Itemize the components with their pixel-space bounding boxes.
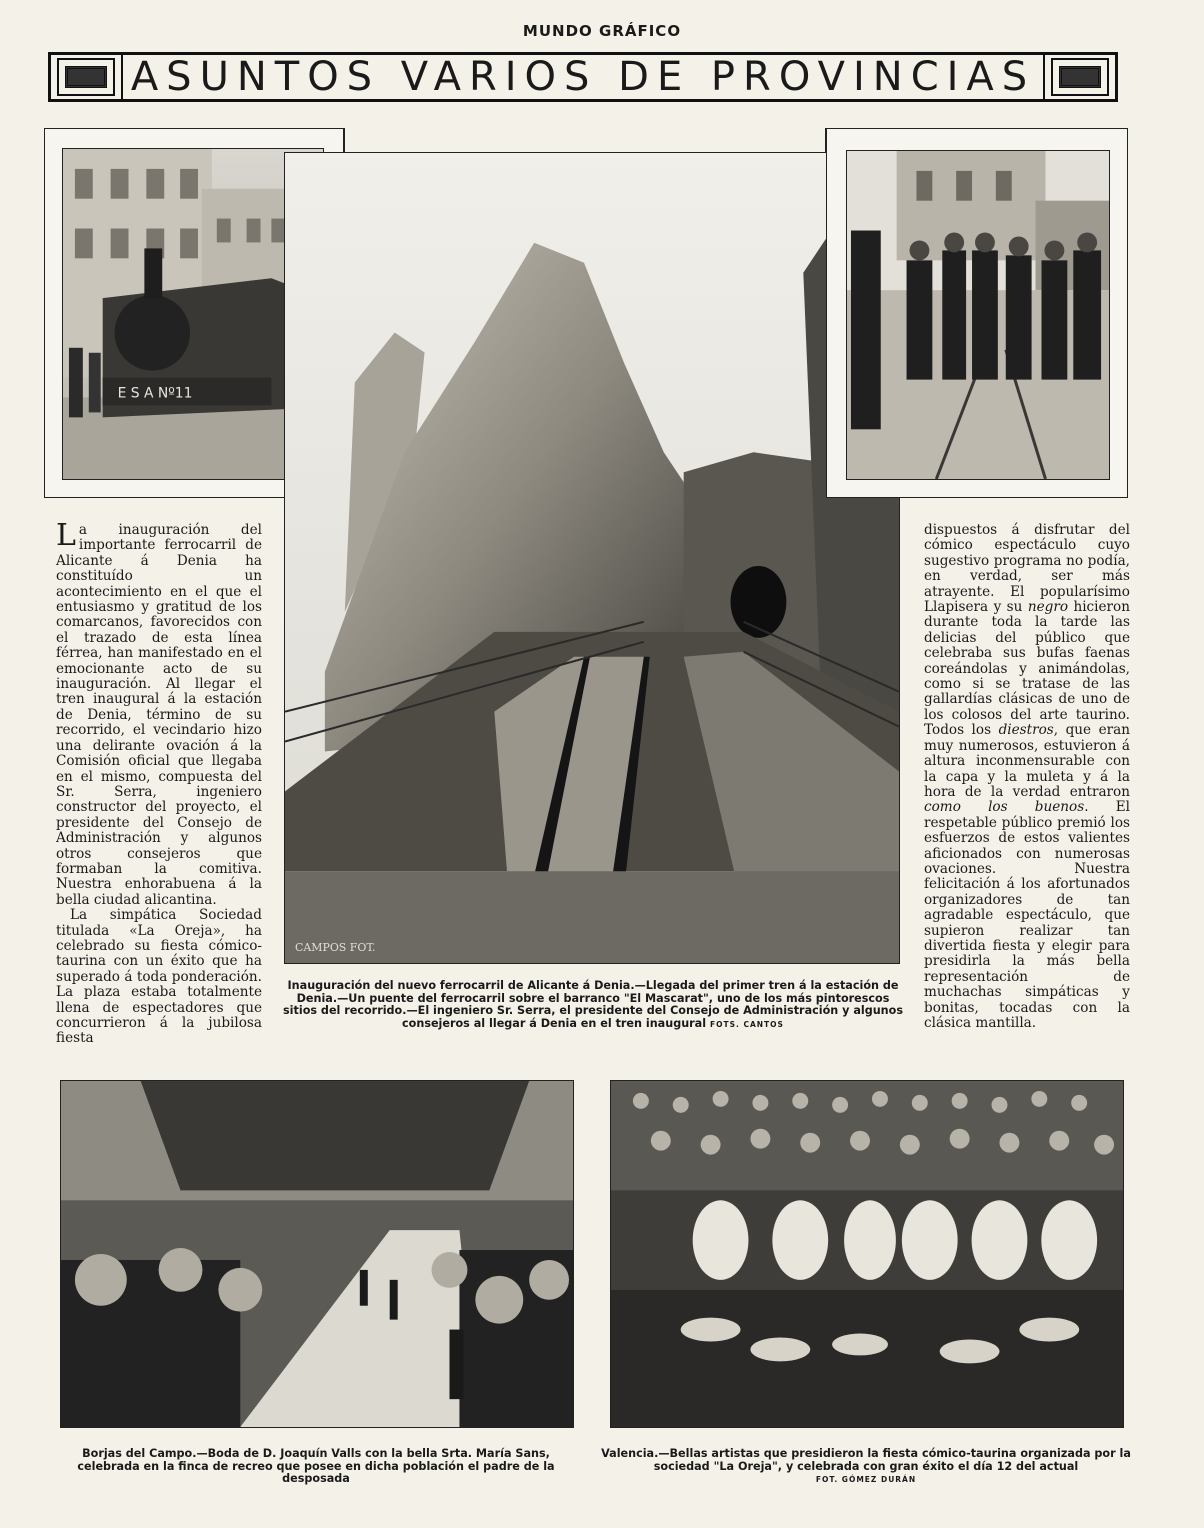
top-center-bracket <box>344 128 826 154</box>
photo-credit-cantos: FOTS. CANTOS <box>709 1019 784 1029</box>
section-title: ASUNTOS VARIOS DE PROVINCIAS <box>121 55 1045 99</box>
caption-railway: Inauguración del nuevo ferrocarril de Alicante á Denia.—Llegada del primer tren á la estación de Denia.—Un puente del ferrocarril sobre el barranco "El Mascarat", uno de los más pintorescos sitios del recorrido.—El ingeniero Sr. Serra, el presidente del Consejo de Administración y algunos consejeros al llegar á Denia en el tren inaugural FOTS. CANTOS <box>283 979 903 1030</box>
dropcap: L <box>56 518 76 553</box>
article-paragraph-2: La simpática Sociedad titulada «La Oreja», ha celebrado su fiesta cómico-taurina con un éxito que ha superado á toda ponderación. La plaza estaba totalmente llena de espectadores que concurrieron á la jubilosa fiesta <box>56 907 262 1047</box>
photo-bullring-crowd <box>610 1080 1124 1428</box>
photo-wedding-banquet <box>60 1080 574 1428</box>
article-paragraph-1: La inauguración del importante ferrocarril de Alicante á Denia ha constituído un acontecimiento en el que el entusiasmo y gratitud de los comarcanos, favorecidos con el trazado de esta línea férrea, han manifestado en el emocionante acto de su inauguración. Al llegar el tren inaugural á la estación de Denia, término de su recorrido, el vecindario hizo una delirante ovación á la Comisión oficial que llegaba en el mismo, compuesta del Sr. Serra, ingeniero constructor del proyecto, el presidente del Consejo de Administración y algunos otros consejeros que formaban la comitiva. Nuestra enhorabuena á la bella ciudad alicantina. <box>56 518 262 908</box>
masthead: MUNDO GRÁFICO <box>522 22 682 40</box>
photographer-signature: CAMPOS FOT. <box>294 941 376 955</box>
ornament-left-icon <box>57 58 115 96</box>
article-column-right <box>924 523 1130 1043</box>
locomotive-number-plate: E S A Nº11 <box>117 385 193 402</box>
caption-valencia: Valencia.—Bellas artistas que presidieron la fiesta cómico-taurina organizada por la sociedad "La Oreja", y celebrada con gran éxito el día 12 del actual FOT. GÓMEZ DURÁN <box>601 1447 1131 1485</box>
article-column-left <box>56 518 262 1059</box>
ornament-right-icon <box>1051 58 1109 96</box>
section-banner <box>48 52 1118 102</box>
photo-bridge-el-mascarat <box>284 152 900 964</box>
photo-officials-denia <box>846 150 1110 480</box>
photo-credit-gomez-duran: FOT. GÓMEZ DURÁN <box>815 1475 917 1485</box>
article-paragraph-3: dispuestos á disfrutar del cómico espectáculo cuyo sugestivo programa no podía, en verdad, ser más atrayente. El popularísimo Llapisera y su negro hicieron durante toda la tarde las delicias del público que celebraba sus bufas faenas coreándolas y animándolas, como si se tratase de las gallardías clásicas de uno de los colosos del arte taurino. Todos los diestros, que eran muy numerosos, estuvieron á altura inconmensurable con la capa y la muleta y á la hora de la verdad entraron como los buenos. El respetable público premió los esfuerzos de estos valientes aficionados con numerosas ovaciones. Nuestra felicitación á los afortunados organizadores de tan agradable espectáculo, que supieron realizar tan divertida fiesta y elegir para presidirla la más bella representación de muchachas simpáticas y bonitas, tocadas con la clásica mantilla. <box>924 522 1130 1031</box>
caption-wedding: Borjas del Campo.—Boda de D. Joaquín Valls con la bella Srta. María Sans, celebrada en la finca de recreo que posee en dicha población el padre de la desposada <box>77 1447 555 1486</box>
